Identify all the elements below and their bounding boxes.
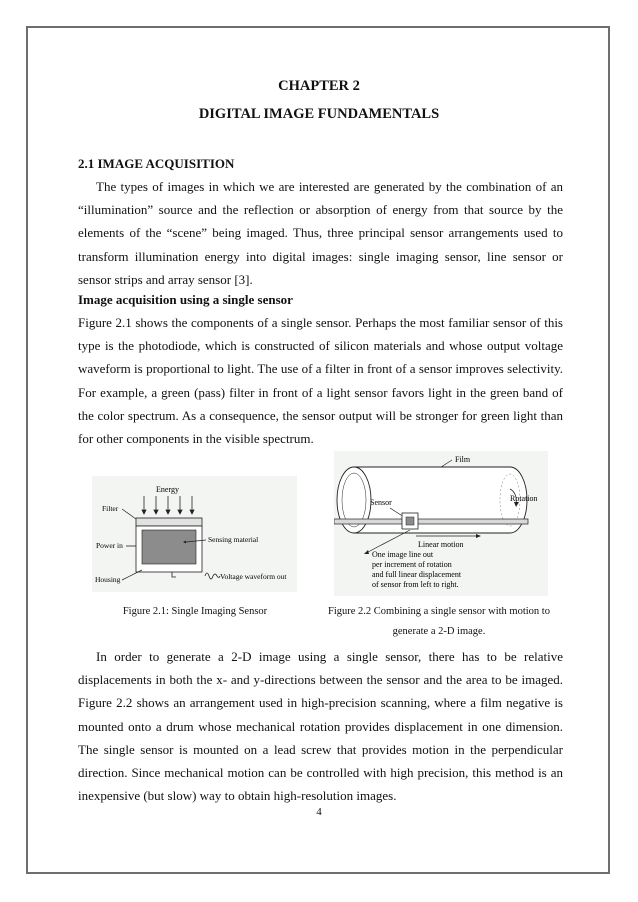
note-line-2: per increment of rotation (372, 560, 452, 569)
chapter-number: CHAPTER 2 (278, 78, 360, 94)
waveform-icon (205, 573, 220, 579)
drum-scanner-diagram (334, 451, 548, 596)
subsection-heading: Image acquisition using a single sensor (78, 292, 293, 307)
chapter-title: DIGITAL IMAGE FUNDAMENTALS (198, 106, 440, 122)
label-filter: Filter (102, 504, 119, 513)
page-number: 4 (316, 806, 322, 818)
label-energy: Energy (156, 485, 179, 494)
paragraph-single-sensor: Figure 2.1 shows the components of a single sensor. Perhaps the most familiar sensor of this type is the photodiode, which is constructed of silicon materials and whose output voltage waveform is proportional to light. The use of a filter in front of a sensor improves selectivity. For example, a green (pass) filter in front of a light sensor favors light in the green band of the color spectrum. As a consequence, the sensor output will be stronger for green light than for other components in the visible spectrum. (78, 315, 563, 447)
single-sensor-diagram (92, 476, 297, 592)
label-power-in: Power in (96, 541, 123, 550)
label-sensing-material: Sensing material (208, 535, 259, 544)
sensing-material (142, 530, 196, 564)
note-line-4: of sensor from left to right. (372, 580, 459, 589)
paragraph-2d-image: In order to generate a 2-D image using a single sensor, there has to be relative displacements in both the x- and y-directions between the sensor and the area to be imaged. Figure 2.2 shows an arrangement used in high-precision scanning, where a film negative is mounted onto a drum whose mechanical rotation provides displacement in one dimension. The single sensor is mounted on a lead screw that provides motion in the perpendicular direction. Since mechanical motion can be controlled with high precision, this method is an inexpensive (but slow) way to obtain high-resolution images. (78, 649, 563, 804)
figure2-caption-line-1: Figure 2.2 Combining a single sensor with motion to (328, 606, 550, 617)
filter-layer (136, 518, 202, 526)
note-line-3: and full linear displacement (372, 570, 462, 579)
label-sensor: Sensor (370, 498, 392, 507)
note-line-1: One image line out (372, 550, 434, 559)
energy-arrows (142, 496, 194, 514)
label-rotation: Rotation (510, 494, 538, 503)
figure2-caption-line-2: generate a 2-D image. (392, 626, 486, 637)
section-heading: 2.1 IMAGE ACQUISITION (78, 156, 235, 171)
label-voltage-out: Voltage waveform out (220, 572, 287, 581)
figure-sensor-with-motion (334, 451, 548, 596)
lead-screw (334, 519, 528, 524)
figure-single-sensor (92, 476, 297, 592)
figure1-caption: Figure 2.1: Single Imaging Sensor (122, 606, 268, 617)
label-housing: Housing (95, 575, 121, 584)
label-linear-motion: Linear motion (418, 540, 464, 549)
paragraph-intro: The types of images in which we are interested are generated by the combination of an “illumination” source and the reflection or absorption of energy from that source by the elements of the “scene” being imaged. Thus, three principal sensor arrangements used to transform illumination energy into digital images: single imaging sensor, line sensor or sensor strips and array sensor [3]. (78, 179, 563, 287)
label-film: Film (455, 455, 471, 464)
